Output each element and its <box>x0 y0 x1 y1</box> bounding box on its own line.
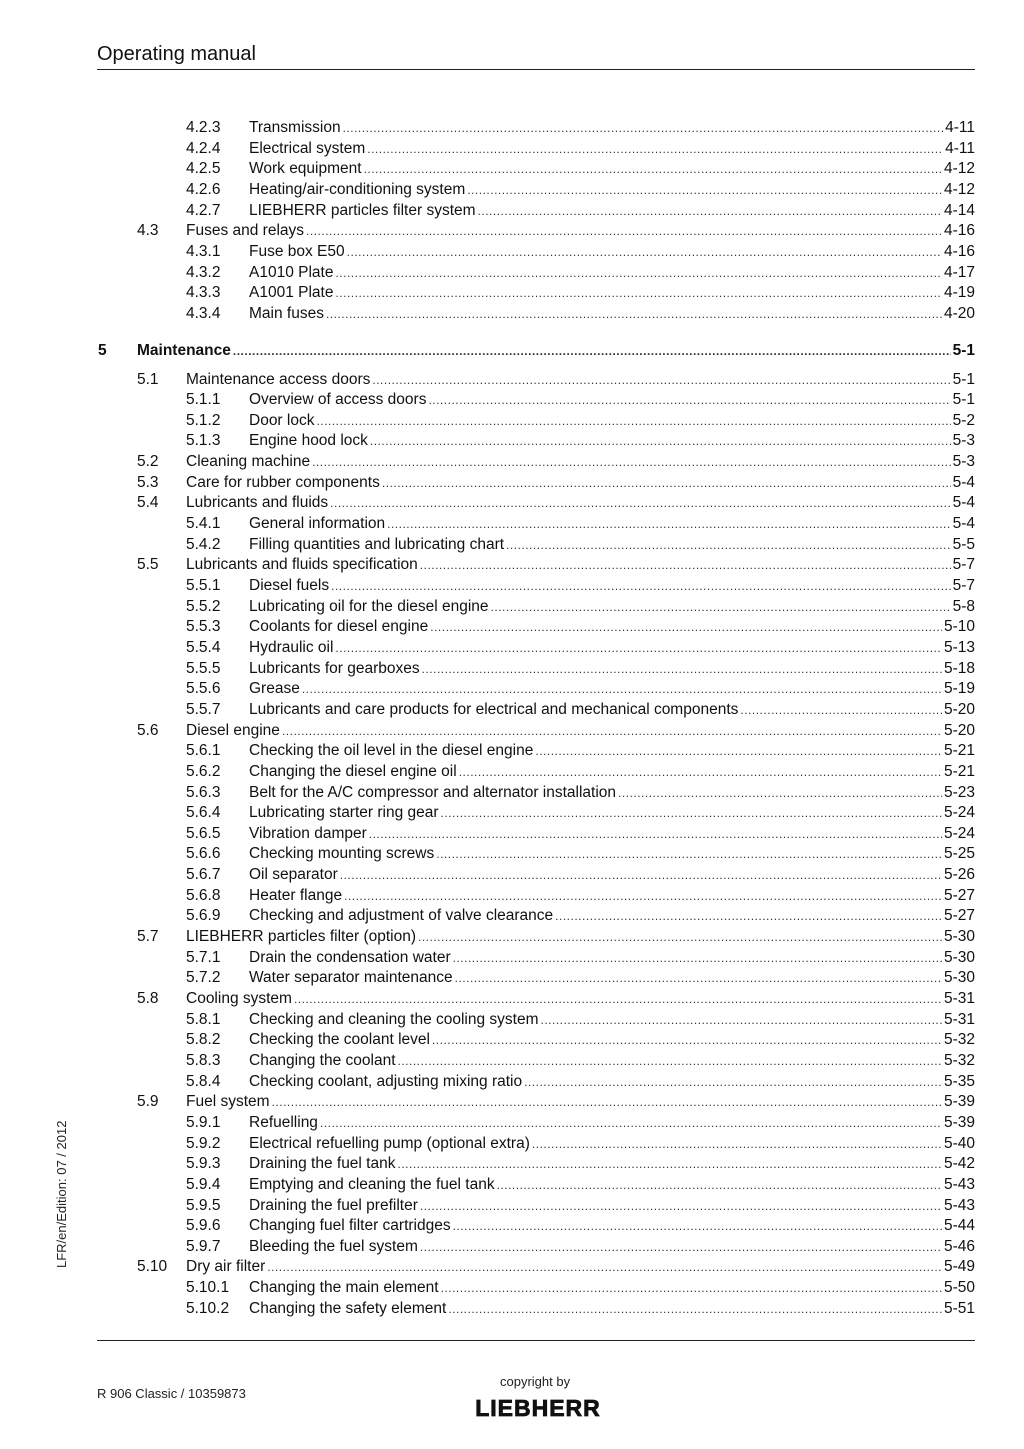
toc-leader-dots <box>272 1092 942 1112</box>
toc-entry-title: Work equipment <box>249 160 362 178</box>
toc-entry-page: 5-50 <box>943 1279 975 1297</box>
toc-entry-page: 5-3 <box>952 432 975 450</box>
toc-leader-dots <box>372 370 950 390</box>
toc-leader-dots <box>369 824 942 844</box>
toc-entry[interactable] <box>0 844 1024 864</box>
toc-entry[interactable] <box>0 679 1024 699</box>
toc-entry-title: Bleeding the fuel system <box>249 1237 418 1255</box>
toc-entry-page: 5-18 <box>943 659 975 677</box>
toc-entry[interactable] <box>0 1299 1024 1319</box>
toc-entry-page: 5-24 <box>943 804 975 822</box>
toc-entry-title: General information <box>249 515 386 533</box>
toc-entry-number: 5.10.1 <box>186 1279 230 1297</box>
toc-entry-title: Diesel engine <box>186 721 280 739</box>
toc-entry-number: 5.7.1 <box>186 948 221 966</box>
toc-entry[interactable] <box>0 1092 1024 1112</box>
logo-text: LIEBHERR <box>475 1397 601 1419</box>
toc-entry-title: Transmission <box>249 119 341 136</box>
toc-entry-title: Lubricants and care products for electrical and mechanical components <box>249 700 739 718</box>
toc-leader-dots <box>448 1299 942 1319</box>
toc-entry-number: 5.5.2 <box>186 597 221 615</box>
toc-entry[interactable] <box>0 617 1024 637</box>
toc-entry[interactable] <box>0 555 1024 575</box>
toc-entry-page: 5-42 <box>943 1155 975 1173</box>
toc-entry-page: 5-30 <box>943 948 975 966</box>
toc-leader-dots <box>420 555 951 575</box>
toc-entry-page: 5-8 <box>952 597 975 615</box>
toc-entry-page: 5-40 <box>943 1134 975 1152</box>
toc-entry-page: 5-21 <box>943 742 975 760</box>
toc-entry-title: Door lock <box>249 411 315 429</box>
toc-leader-dots <box>316 411 950 431</box>
toc-entry[interactable] <box>0 968 1024 988</box>
toc-entry-title: Lubricating oil for the diesel engine <box>249 597 489 615</box>
toc-leader-dots <box>367 139 943 159</box>
toc-leader-dots <box>387 514 950 534</box>
toc-entry[interactable] <box>0 1010 1024 1030</box>
toc-entry-page: 5-30 <box>943 969 975 987</box>
toc-entry-title: Fuel system <box>186 1093 270 1111</box>
toc-entry-page: 5-44 <box>943 1217 975 1235</box>
toc-entry-number: 5.6.4 <box>186 804 221 822</box>
toc-entry-title: Overview of access doors <box>249 391 427 409</box>
toc-entry[interactable] <box>0 700 1024 720</box>
toc-entry-number: 5.8.2 <box>186 1031 221 1049</box>
toc-entry-number: 5.9.3 <box>186 1155 221 1173</box>
toc-entry[interactable] <box>0 948 1024 968</box>
toc-entry-page: 4-11 <box>945 119 975 136</box>
toc-leader-dots <box>340 865 942 885</box>
toc-entry[interactable] <box>0 201 1024 221</box>
toc-entry-page: 5-49 <box>943 1258 975 1276</box>
toc-entry[interactable] <box>0 1072 1024 1092</box>
toc-leader-dots <box>398 1051 942 1071</box>
toc-entry-title: Changing the safety element <box>249 1299 447 1317</box>
toc-entry-number: 5.5.3 <box>186 618 221 636</box>
toc-entry[interactable] <box>0 906 1024 926</box>
liebherr-logo <box>457 1397 619 1424</box>
toc-entry[interactable] <box>0 535 1024 555</box>
toc-entry[interactable] <box>0 493 1024 513</box>
toc-leader-dots <box>428 390 950 410</box>
toc-entry-number: 5.9.5 <box>186 1196 221 1214</box>
toc-entry-page: 4-16 <box>943 242 975 260</box>
toc-leader-dots <box>397 1154 941 1174</box>
toc-entry-title: Heating/air-conditioning system <box>249 180 466 198</box>
toc-entry-page: 5-20 <box>943 700 975 718</box>
toc-entry-title: Dry air filter <box>186 1258 266 1276</box>
toc-entry-page: 4-16 <box>943 222 975 240</box>
toc-leader-dots <box>335 638 942 658</box>
toc-entry-number: 5.6.1 <box>186 742 221 760</box>
toc-entry-page: 5-4 <box>952 473 975 491</box>
toc-entry-number: 5.6.6 <box>186 845 221 863</box>
toc-entry[interactable] <box>0 762 1024 782</box>
toc-entry-number: 5.1 <box>137 370 159 388</box>
toc-entry[interactable] <box>0 1237 1024 1257</box>
toc-entry-title: Lubricants for gearboxes <box>249 659 420 677</box>
toc-entry[interactable] <box>0 1175 1024 1195</box>
toc-entry-title: Maintenance <box>137 341 231 359</box>
toc-leader-dots <box>370 431 951 451</box>
toc-leader-dots <box>436 844 942 864</box>
toc-entry-title: Water separator maintenance <box>249 969 453 987</box>
toc-entry[interactable] <box>0 341 1024 361</box>
toc-entry[interactable] <box>0 1134 1024 1154</box>
toc-entry-number: 5.4 <box>137 494 159 512</box>
toc-entry-number: 5.5.4 <box>186 638 221 656</box>
toc-entry-number: 5.7.2 <box>186 969 221 987</box>
toc-entry-page: 4-19 <box>943 284 975 302</box>
toc-entry-page: 5-32 <box>943 1051 975 1069</box>
toc-entry-number: 5.8.1 <box>186 1010 221 1028</box>
toc-entry-page: 5-24 <box>943 824 975 842</box>
toc-entry[interactable] <box>0 1196 1024 1216</box>
toc-entry-number: 4.2.5 <box>186 160 221 178</box>
toc-entry[interactable] <box>0 431 1024 451</box>
edition-note: LFR/en/Edition: 07 / 2012 <box>54 1120 69 1268</box>
toc-entry-title: Checking mounting screws <box>249 845 435 863</box>
toc-entry-title: Heater flange <box>249 886 343 904</box>
toc-entry-title: Engine hood lock <box>249 432 368 450</box>
toc-leader-dots <box>302 679 942 699</box>
toc-entry[interactable] <box>0 865 1024 885</box>
toc-entry-title: Changing the diesel engine oil <box>249 762 457 780</box>
toc-leader-dots <box>497 1175 942 1195</box>
toc-entry-title: Lubricants and fluids specification <box>186 556 418 574</box>
toc-entry-page: 4-14 <box>943 201 975 219</box>
toc-entry-title: Changing fuel filter cartridges <box>249 1217 451 1235</box>
toc-entry[interactable] <box>0 1154 1024 1174</box>
toc-leader-dots <box>335 283 942 303</box>
toc-entry[interactable] <box>0 370 1024 390</box>
toc-entry-page: 4-11 <box>945 139 975 157</box>
toc-leader-dots <box>420 1237 942 1257</box>
toc-entry-title: Checking coolant, adjusting mixing ratio <box>249 1072 523 1090</box>
toc-entry[interactable] <box>0 139 1024 159</box>
toc-entry-page: 5-4 <box>952 515 975 533</box>
toc-entry-title: Grease <box>249 680 300 698</box>
toc-leader-dots <box>453 1216 942 1236</box>
toc-entry-number: 5.1.1 <box>186 391 221 409</box>
toc-entry-number: 4.3.3 <box>186 284 221 302</box>
toc-entry-title: Belt for the A/C compressor and alternator installation <box>249 783 617 801</box>
toc-leader-dots <box>459 762 942 782</box>
toc-entry[interactable] <box>0 159 1024 179</box>
toc-leader-dots <box>347 242 942 262</box>
toc-entry-number: 5.5 <box>137 556 159 574</box>
toc-entry-number: 5.1.2 <box>186 411 221 429</box>
toc-entry[interactable] <box>0 803 1024 823</box>
toc-entry-page: 5-21 <box>943 762 975 780</box>
toc-entry[interactable] <box>0 597 1024 617</box>
toc-entry-title: Lubricating starter ring gear <box>249 804 439 822</box>
toc-entry[interactable] <box>0 283 1024 303</box>
toc-entry-page: 5-19 <box>943 680 975 698</box>
toc-entry-page: 5-1 <box>952 370 975 388</box>
toc-entry-page: 5-7 <box>952 577 975 594</box>
toc-entry[interactable] <box>0 1278 1024 1298</box>
toc-entry[interactable] <box>0 741 1024 761</box>
toc-leader-dots <box>330 493 950 513</box>
toc-entry[interactable] <box>0 1030 1024 1050</box>
toc-entry-number: 5 <box>98 341 107 359</box>
toc-entry-number: 5.9.4 <box>186 1175 221 1193</box>
toc-entry-page: 5-1 <box>952 341 975 359</box>
toc-entry-page: 5-2 <box>952 411 975 429</box>
toc-leader-dots <box>233 341 951 361</box>
toc-entry[interactable] <box>0 638 1024 658</box>
toc-leader-dots <box>441 1278 942 1298</box>
toc-leader-dots <box>343 118 944 138</box>
toc-entry[interactable] <box>0 1051 1024 1071</box>
toc-entry-number: 5.9.2 <box>186 1134 221 1152</box>
toc-entry-number: 5.6.9 <box>186 907 221 925</box>
toc-entry-title: A1001 Plate <box>249 284 334 302</box>
toc-leader-dots <box>418 927 942 947</box>
toc-entry-number: 5.6.2 <box>186 762 221 780</box>
toc-entry-title: Emptying and cleaning the fuel tank <box>249 1175 495 1193</box>
toc-entry[interactable] <box>0 927 1024 947</box>
toc-entry-title: Cooling system <box>186 990 292 1007</box>
toc-entry-number: 5.5.6 <box>186 680 221 698</box>
toc-entry[interactable] <box>0 1257 1024 1277</box>
toc-entry-page: 5-25 <box>943 845 975 863</box>
toc-entry-page: 5-32 <box>943 1031 975 1049</box>
toc-entry-number: 5.6.5 <box>186 824 221 842</box>
toc-leader-dots <box>420 1196 942 1216</box>
toc-entry-number: 5.5.5 <box>186 659 221 677</box>
toc-entry[interactable] <box>0 824 1024 844</box>
toc-leader-dots <box>491 597 951 617</box>
toc-entry-number: 4.2.7 <box>186 201 221 219</box>
toc-entry-page: 5-46 <box>943 1237 975 1255</box>
toc-entry-page: 5-4 <box>952 494 975 512</box>
toc-entry-number: 5.2 <box>137 453 159 471</box>
toc-entry[interactable] <box>0 1216 1024 1236</box>
toc-entry-page: 5-20 <box>943 721 975 739</box>
toc-entry-number: 4.2.6 <box>186 180 221 198</box>
toc-entry-number: 4.2.4 <box>186 139 221 157</box>
toc-entry-title: Drain the condensation water <box>249 948 451 966</box>
toc-entry-number: 5.6.7 <box>186 866 221 884</box>
toc-entry-number: 5.8.3 <box>186 1051 221 1069</box>
toc-entry-title: Vibration damper <box>249 824 367 842</box>
toc-leader-dots <box>432 1030 942 1050</box>
toc-entry[interactable] <box>0 1113 1024 1133</box>
toc-entry-page: 5-13 <box>943 638 975 656</box>
toc-entry[interactable] <box>0 390 1024 410</box>
toc-leader-dots <box>294 989 942 1009</box>
toc-entry-page: 5-31 <box>943 990 975 1007</box>
toc-leader-dots <box>453 948 942 968</box>
toc-leader-dots <box>282 721 942 741</box>
toc-entry-page: 5-30 <box>943 928 975 946</box>
toc-entry-page: 4-12 <box>943 160 975 178</box>
toc-entry-number: 4.2.3 <box>186 119 221 136</box>
toc-entry[interactable] <box>0 221 1024 241</box>
toc-leader-dots <box>364 159 942 179</box>
toc-entry-page: 4-12 <box>943 180 975 198</box>
toc-leader-dots <box>267 1257 942 1277</box>
toc-entry[interactable] <box>0 783 1024 803</box>
toc-entry-page: 5-27 <box>943 907 975 925</box>
toc-entry-title: Checking the oil level in the diesel engine <box>249 742 534 760</box>
toc-entry-page: 5-10 <box>943 618 975 636</box>
toc-entry-title: Draining the fuel prefilter <box>249 1196 418 1214</box>
toc-entry-title: Care for rubber components <box>186 473 380 491</box>
toc-entry-page: 4-17 <box>943 263 975 281</box>
toc-entry-page: 4-20 <box>943 304 975 322</box>
toc-entry-number: 5.7 <box>137 928 159 946</box>
toc-entry-number: 5.5.7 <box>186 700 221 718</box>
toc-leader-dots <box>320 1113 942 1133</box>
toc-entry-number: 5.6 <box>137 721 159 739</box>
toc-leader-dots <box>441 803 942 823</box>
header-rule <box>97 69 975 70</box>
toc-entry-number: 5.8 <box>137 990 159 1007</box>
toc-leader-dots <box>430 617 942 637</box>
toc-leader-dots <box>455 968 942 988</box>
toc-entry[interactable] <box>0 659 1024 679</box>
toc-entry-title: Fuses and relays <box>186 222 305 240</box>
toc-entry-number: 5.9.6 <box>186 1217 221 1235</box>
toc-entry-title: LIEBHERR particles filter (option) <box>186 928 416 946</box>
toc-entry-title: Checking and adjustment of valve clearance <box>249 907 554 925</box>
toc-leader-dots <box>382 473 951 493</box>
footer-rule <box>97 1340 975 1341</box>
toc-entry[interactable] <box>0 514 1024 534</box>
toc-leader-dots <box>331 576 950 596</box>
toc-entry-page: 5-26 <box>943 866 975 884</box>
toc-leader-dots <box>335 263 942 283</box>
toc-entry-page: 5-39 <box>943 1113 975 1131</box>
toc-leader-dots <box>306 221 942 241</box>
toc-leader-dots <box>532 1134 942 1154</box>
toc-entry-title: Checking the coolant level <box>249 1031 430 1049</box>
toc-entry-title: Refuelling <box>249 1113 318 1131</box>
toc-entry-title: Electrical refuelling pump (optional extra) <box>249 1134 530 1152</box>
toc-entry[interactable] <box>0 886 1024 906</box>
toc-entry-page: 5-1 <box>952 391 975 409</box>
toc-entry[interactable] <box>0 263 1024 283</box>
toc-entry-number: 5.5.1 <box>186 577 221 594</box>
page-title: Operating manual <box>97 43 256 65</box>
toc-entry[interactable] <box>0 473 1024 493</box>
toc-entry[interactable] <box>0 576 1024 596</box>
toc-entry[interactable] <box>0 721 1024 741</box>
toc-entry-title: Coolants for diesel engine <box>249 618 429 636</box>
toc-entry-title: Maintenance access doors <box>186 370 371 388</box>
toc-entry-title: Changing the main element <box>249 1279 439 1297</box>
toc-entry-title: Electrical system <box>249 139 366 157</box>
toc-entry-number: 5.3 <box>137 473 159 491</box>
toc-entry-number: 5.6.8 <box>186 886 221 904</box>
toc-entry-page: 5-27 <box>943 886 975 904</box>
toc-entry-page: 5-43 <box>943 1175 975 1193</box>
toc-entry-page: 5-7 <box>952 556 975 574</box>
toc-entry-number: 5.10.2 <box>186 1299 230 1317</box>
toc-entry-title: LIEBHERR particles filter system <box>249 201 476 219</box>
toc-entry-number: 5.4.2 <box>186 535 221 553</box>
toc-leader-dots <box>467 180 942 200</box>
toc-entry[interactable] <box>0 411 1024 431</box>
toc-entry-number: 5.4.1 <box>186 515 221 533</box>
toc-entry-number: 5.9.1 <box>186 1113 221 1131</box>
toc-entry-title: Oil separator <box>249 866 338 884</box>
toc-entry-title: Filling quantities and lubricating chart <box>249 535 505 553</box>
toc-leader-dots <box>541 1010 942 1030</box>
toc-entry-title: A1010 Plate <box>249 263 334 281</box>
toc-entry[interactable] <box>0 989 1024 1009</box>
toc-entry-page: 5-31 <box>943 1010 975 1028</box>
toc-entry[interactable] <box>0 242 1024 262</box>
toc-entry[interactable] <box>0 452 1024 472</box>
toc-leader-dots <box>506 535 951 555</box>
toc-entry-page: 5-3 <box>952 453 975 471</box>
toc-leader-dots <box>618 783 942 803</box>
toc-entry-page: 5-51 <box>943 1299 975 1317</box>
toc-leader-dots <box>312 452 951 472</box>
toc-entry-number: 5.10 <box>137 1258 168 1276</box>
toc-entry[interactable] <box>0 180 1024 200</box>
toc-entry-number: 5.6.3 <box>186 783 221 801</box>
toc-leader-dots <box>422 659 942 679</box>
toc-entry[interactable] <box>0 304 1024 324</box>
toc-leader-dots <box>740 700 942 720</box>
toc-entry-title: Hydraulic oil <box>249 638 334 656</box>
toc-entry-title: Diesel fuels <box>249 577 330 594</box>
toc-entry-title: Main fuses <box>249 304 324 322</box>
toc-entry-title: Cleaning machine <box>186 453 311 471</box>
copyright-label: copyright by <box>500 1374 571 1389</box>
toc-entry-title: Fuse box E50 <box>249 242 345 260</box>
toc-entry-number: 5.8.4 <box>186 1072 221 1090</box>
toc-leader-dots <box>555 906 942 926</box>
toc-entry-title: Draining the fuel tank <box>249 1155 396 1173</box>
toc-entry-number: 5.1.3 <box>186 432 221 450</box>
toc-entry-number: 4.3 <box>137 222 159 240</box>
toc-leader-dots <box>535 741 942 761</box>
toc-leader-dots <box>524 1072 942 1092</box>
toc-entry-number: 4.3.2 <box>186 263 221 281</box>
toc-entry-page: 5-35 <box>943 1072 975 1090</box>
toc-entry-page: 5-5 <box>952 535 975 553</box>
toc-entry-title: Lubricants and fluids <box>186 494 329 512</box>
toc-entry-number: 4.3.4 <box>186 304 221 322</box>
toc-entry[interactable] <box>0 118 1024 138</box>
toc-entry-page: 5-23 <box>943 783 975 801</box>
toc-entry-number: 5.9 <box>137 1093 159 1111</box>
toc-entry-page: 5-43 <box>943 1196 975 1214</box>
toc-entry-number: 4.3.1 <box>186 242 221 260</box>
toc-entry-title: Changing the coolant <box>249 1051 396 1069</box>
toc-leader-dots <box>326 304 942 324</box>
toc-entry-page: 5-39 <box>943 1093 975 1111</box>
document-id: R 906 Classic / 10359873 <box>97 1386 246 1401</box>
toc-entry-title: Checking and cleaning the cooling system <box>249 1010 539 1028</box>
toc-entry-number: 5.9.7 <box>186 1237 221 1255</box>
toc-leader-dots <box>478 201 942 221</box>
toc-leader-dots <box>344 886 942 906</box>
